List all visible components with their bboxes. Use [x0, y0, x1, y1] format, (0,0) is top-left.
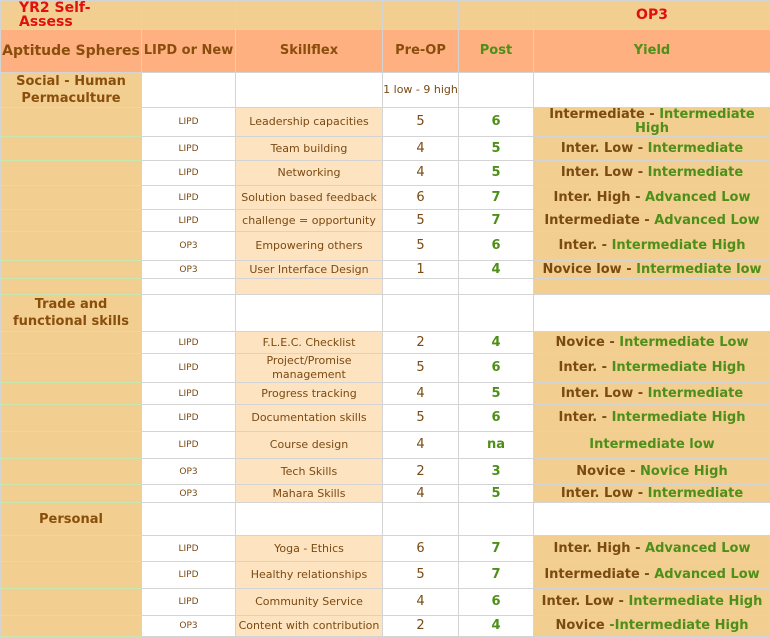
sphere-cell	[1, 405, 142, 432]
type-code: LIPD	[142, 137, 236, 161]
header-preop: Pre-OP	[383, 30, 459, 73]
empty-cell	[534, 295, 770, 332]
table-row	[1, 354, 770, 383]
yield-from: Inter. High -	[554, 190, 646, 205]
yield-cell	[534, 332, 770, 354]
header-aptitude: Aptitude Spheres	[1, 30, 142, 73]
yield-from: Intermediate -	[544, 567, 654, 582]
pre-op-score: 4	[383, 432, 459, 459]
empty-cell	[459, 279, 534, 295]
yield-cell	[534, 589, 770, 616]
table-row	[1, 589, 770, 616]
post-score: 4	[459, 332, 534, 354]
table-row	[1, 161, 770, 186]
yield-to: Novice High	[640, 464, 728, 479]
table-row	[1, 432, 770, 459]
header-post: Post	[459, 30, 534, 73]
pre-op-score: 4	[383, 161, 459, 186]
yield-to: Intermediate low	[589, 437, 714, 452]
yield-to: -Intermediate High	[609, 618, 748, 633]
yield-from: Intermediate -	[544, 213, 654, 228]
pre-op-score: 4	[383, 383, 459, 405]
table-row	[1, 616, 770, 637]
yield-cell	[534, 459, 770, 485]
yield-from: Inter. Low -	[561, 141, 648, 156]
empty-cell	[534, 503, 770, 536]
yield-to: Intermediate	[648, 386, 743, 401]
empty-cell	[459, 503, 534, 536]
type-code: LIPD	[142, 405, 236, 432]
yield-from: Inter. -	[559, 360, 612, 375]
yield-cell	[534, 536, 770, 562]
table-row	[1, 536, 770, 562]
table-row	[1, 459, 770, 485]
skill-name: Leadership capacities	[236, 108, 383, 137]
type-code: LIPD	[142, 432, 236, 459]
table-row	[1, 562, 770, 589]
post-score: 3	[459, 459, 534, 485]
type-code: OP3	[142, 459, 236, 485]
skill-name: Tech Skills	[236, 459, 383, 485]
header-row	[1, 30, 770, 73]
yield-cell	[534, 432, 770, 459]
table-row	[1, 108, 770, 137]
table-row	[1, 405, 770, 432]
yield-cell	[534, 562, 770, 589]
post-score: 6	[459, 405, 534, 432]
sphere-cell	[1, 108, 142, 137]
skill-name: Project/Promise management	[236, 354, 383, 383]
table-row	[1, 186, 770, 210]
skill-name: Solution based feedback	[236, 186, 383, 210]
pre-op-score: 2	[383, 459, 459, 485]
skill-name: challenge = opportunity	[236, 210, 383, 232]
yield-cell	[534, 616, 770, 637]
empty-cell	[236, 503, 383, 536]
yield-to: Intermediate High	[612, 238, 746, 253]
post-score: na	[459, 432, 534, 459]
skill-name: Documentation skills	[236, 405, 383, 432]
yield-cell	[534, 210, 770, 232]
post-score: 5	[459, 383, 534, 405]
post-score: 6	[459, 232, 534, 261]
pre-op-score: 1	[383, 261, 459, 279]
yield-to: Intermediate High	[628, 594, 762, 609]
yield-to: Intermediate High	[635, 108, 755, 137]
type-code: LIPD	[142, 562, 236, 589]
sphere-cell	[1, 459, 142, 485]
sphere-cell	[1, 432, 142, 459]
yield-to: Advanced Low	[654, 567, 759, 582]
empty-cell	[534, 73, 770, 108]
empty-cell	[142, 295, 236, 332]
pre-op-score: 6	[383, 186, 459, 210]
post-score: 5	[459, 137, 534, 161]
type-code: LIPD	[142, 186, 236, 210]
sphere-cell	[1, 589, 142, 616]
table-row	[1, 485, 770, 503]
section-row	[1, 295, 770, 332]
post-score: 7	[459, 562, 534, 589]
skill-name: F.L.E.C. Checklist	[236, 332, 383, 354]
sphere-cell	[1, 354, 142, 383]
sphere-cell	[1, 161, 142, 186]
yield-from: Intermediate -	[549, 108, 659, 123]
header-lipd: LIPD or New	[142, 30, 236, 73]
type-code: OP3	[142, 232, 236, 261]
yield-to: Intermediate	[648, 486, 743, 501]
yield-cell	[534, 354, 770, 383]
yield-from: Inter. High -	[554, 541, 646, 556]
header-skillflex: Skillflex	[236, 30, 383, 73]
scale-note	[383, 295, 459, 332]
post-score: 6	[459, 354, 534, 383]
empty-cell	[236, 295, 383, 332]
post-score: 7	[459, 210, 534, 232]
type-code: LIPD	[142, 383, 236, 405]
yield-to: Intermediate low	[636, 262, 761, 277]
post-score: 7	[459, 186, 534, 210]
table-row	[1, 383, 770, 405]
post-score: 6	[459, 589, 534, 616]
yield-to: Advanced Low	[645, 190, 750, 205]
post-score: 5	[459, 161, 534, 186]
pre-op-score: 2	[383, 616, 459, 637]
type-code: LIPD	[142, 589, 236, 616]
post-score: 7	[459, 536, 534, 562]
sphere-cell	[1, 536, 142, 562]
sphere-cell	[1, 616, 142, 637]
yield-cell	[534, 261, 770, 279]
table-row	[1, 137, 770, 161]
skill-name: Networking	[236, 161, 383, 186]
type-code: OP3	[142, 485, 236, 503]
skill-name: Mahara Skills	[236, 485, 383, 503]
skill-name: Healthy relationships	[236, 562, 383, 589]
header-yield: Yield	[534, 30, 770, 73]
pre-op-score: 4	[383, 485, 459, 503]
pre-op-score: 5	[383, 562, 459, 589]
yield-to: Intermediate	[648, 141, 743, 156]
yield-to: Advanced Low	[654, 213, 759, 228]
sphere-cell	[1, 137, 142, 161]
yield-cell	[534, 137, 770, 161]
empty-cell	[459, 295, 534, 332]
sphere-cell	[1, 562, 142, 589]
sheet-title: YR2 Self-Assess	[1, 1, 142, 30]
empty-cell	[142, 279, 236, 295]
yield-cell	[534, 383, 770, 405]
table-row	[1, 261, 770, 279]
yield-from: Novice -	[576, 464, 640, 479]
yield-from: Novice low -	[542, 262, 636, 277]
empty-cell	[142, 503, 236, 536]
skill-name: User Interface Design	[236, 261, 383, 279]
yield-from: Inter. Low -	[561, 386, 648, 401]
section-name: Trade and functional skills	[1, 295, 142, 332]
yield-to: Intermediate Low	[619, 335, 748, 350]
empty-cell	[236, 73, 383, 108]
pre-op-score: 6	[383, 536, 459, 562]
yield-from: Inter. -	[559, 238, 612, 253]
table-row	[1, 210, 770, 232]
type-code: LIPD	[142, 536, 236, 562]
empty-cell	[534, 279, 770, 295]
sphere-cell	[1, 332, 142, 354]
yield-to: Intermediate High	[612, 360, 746, 375]
pre-op-score: 5	[383, 232, 459, 261]
skill-name: Community Service	[236, 589, 383, 616]
skill-name: Team building	[236, 137, 383, 161]
yield-cell	[534, 161, 770, 186]
section-name: Social - Human Permaculture	[1, 73, 142, 108]
type-code: LIPD	[142, 210, 236, 232]
yield-cell	[534, 485, 770, 503]
section-row	[1, 73, 770, 108]
pre-op-score: 2	[383, 332, 459, 354]
op3-title: OP3	[534, 1, 770, 30]
pre-op-score: 4	[383, 137, 459, 161]
type-code: LIPD	[142, 108, 236, 137]
empty-cell	[459, 73, 534, 108]
scale-note	[383, 503, 459, 536]
type-code: LIPD	[142, 332, 236, 354]
empty-cell	[1, 279, 142, 295]
pre-op-score: 5	[383, 210, 459, 232]
yield-cell	[534, 108, 770, 137]
pre-op-score: 5	[383, 108, 459, 137]
type-code: OP3	[142, 616, 236, 637]
yield-from: Inter. -	[559, 410, 612, 425]
scale-note: 1 low - 9 high	[383, 73, 459, 108]
sphere-cell	[1, 261, 142, 279]
yield-to: Intermediate	[648, 165, 743, 180]
sphere-cell	[1, 383, 142, 405]
sphere-cell	[1, 232, 142, 261]
post-score: 4	[459, 616, 534, 637]
yield-cell	[534, 186, 770, 210]
empty-cell	[142, 73, 236, 108]
pre-op-score: 5	[383, 405, 459, 432]
spacer-row	[1, 279, 770, 295]
yield-from: Inter. Low -	[561, 486, 648, 501]
post-score: 6	[459, 108, 534, 137]
yield-cell	[534, 232, 770, 261]
type-code: LIPD	[142, 354, 236, 383]
sphere-cell	[1, 210, 142, 232]
yield-from: Inter. Low -	[542, 594, 629, 609]
empty-cell	[236, 279, 383, 295]
post-score: 4	[459, 261, 534, 279]
skill-name: Empowering others	[236, 232, 383, 261]
yield-cell	[534, 405, 770, 432]
skill-name: Progress tracking	[236, 383, 383, 405]
yield-to: Advanced Low	[645, 541, 750, 556]
post-score: 5	[459, 485, 534, 503]
title-row	[1, 1, 770, 30]
sphere-cell	[1, 485, 142, 503]
section-row	[1, 503, 770, 536]
type-code: LIPD	[142, 161, 236, 186]
table-row	[1, 232, 770, 261]
empty-cell	[383, 279, 459, 295]
yield-from: Novice -	[556, 335, 620, 350]
skill-name: Content with contribution	[236, 616, 383, 637]
type-code: OP3	[142, 261, 236, 279]
section-name: Personal	[1, 503, 142, 536]
yield-to: Intermediate High	[612, 410, 746, 425]
skill-name: Yoga - Ethics	[236, 536, 383, 562]
table-row	[1, 332, 770, 354]
yield-from: Inter. Low -	[561, 165, 648, 180]
skill-name: Course design	[236, 432, 383, 459]
pre-op-score: 5	[383, 354, 459, 383]
pre-op-score: 4	[383, 589, 459, 616]
yield-from: Novice	[555, 618, 609, 633]
sphere-cell	[1, 186, 142, 210]
